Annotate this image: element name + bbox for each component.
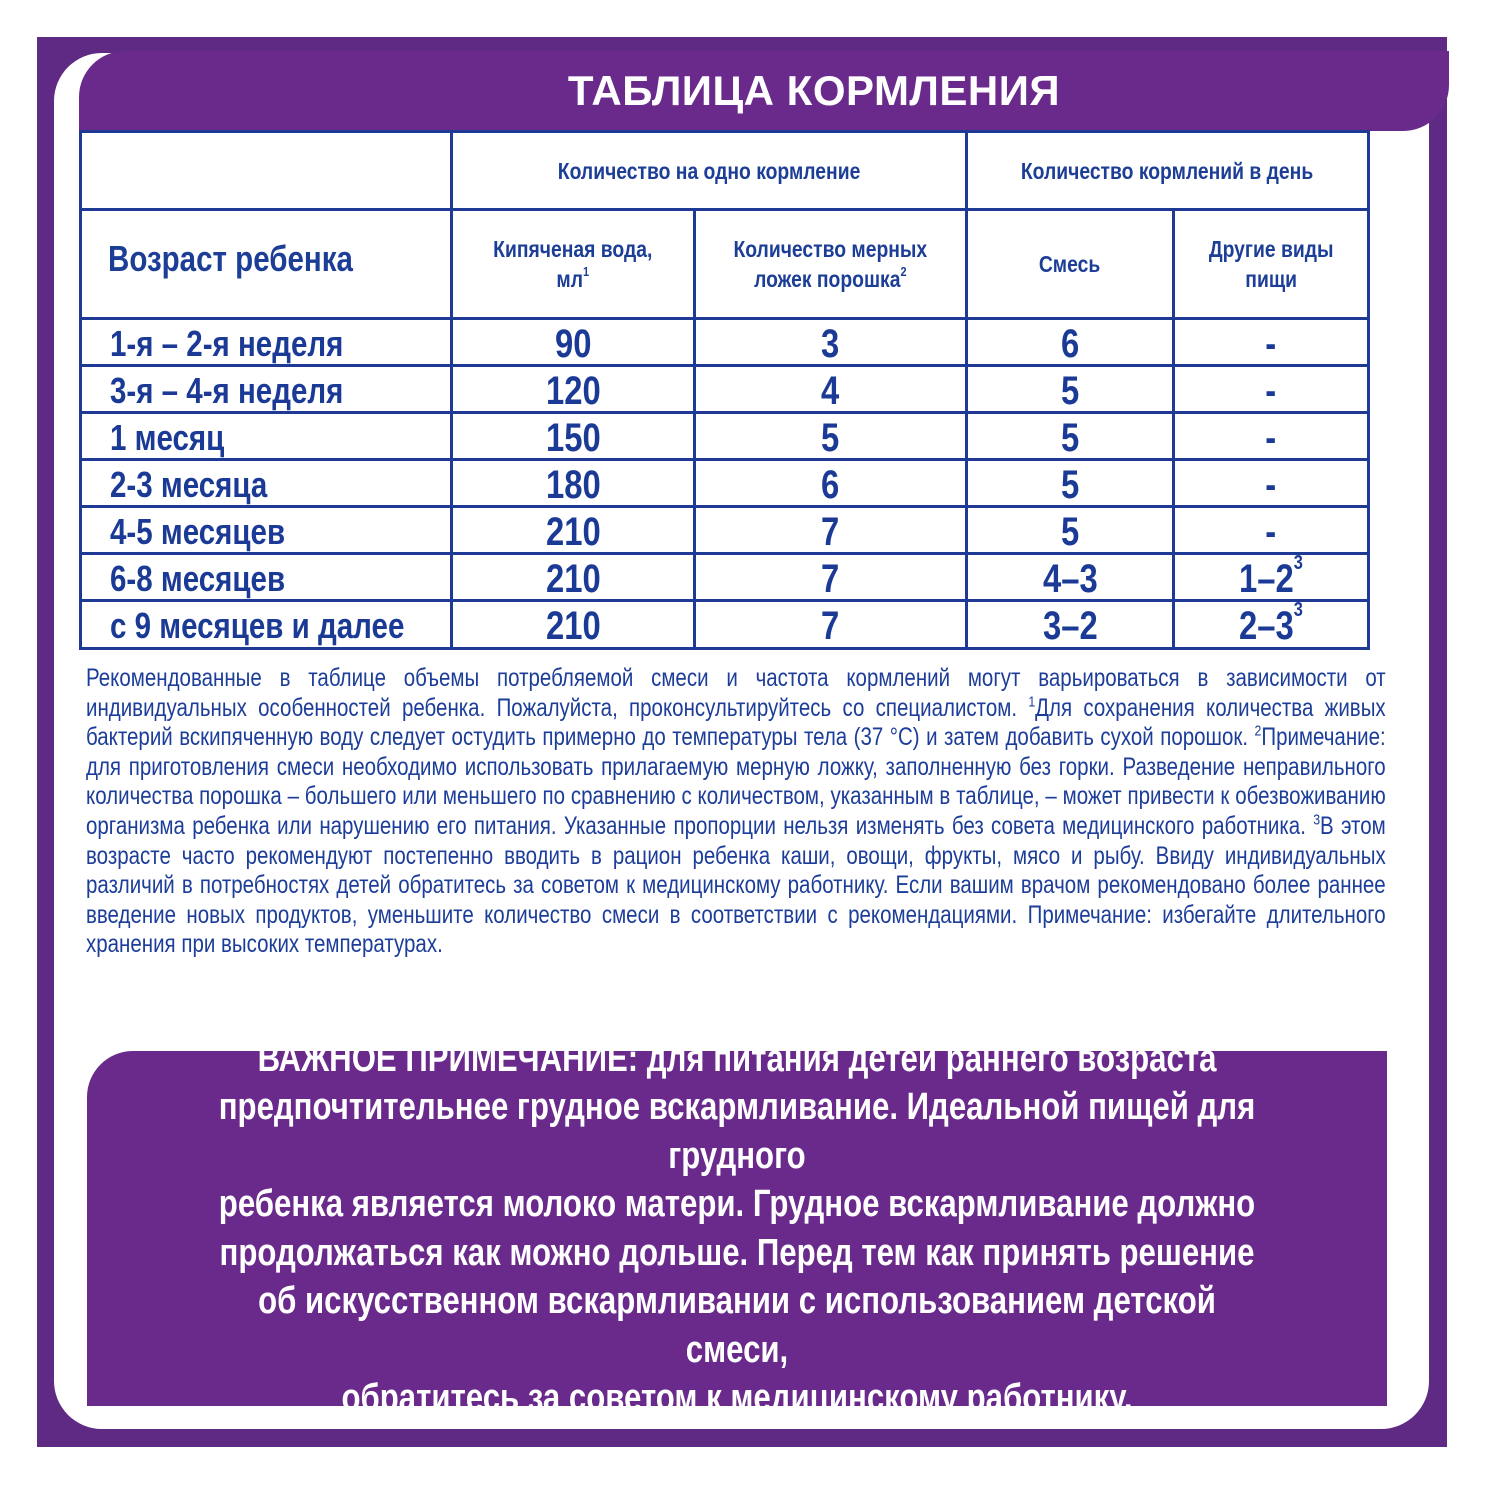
- cell-water: 90: [554, 321, 592, 366]
- header-spoons-line1: Количество мерных: [733, 236, 928, 262]
- cell-water: 150: [545, 415, 601, 460]
- cell-water: 120: [545, 368, 601, 413]
- cell-age: 6-8 месяцев: [110, 557, 286, 599]
- cell-age: 4-5 месяцев: [110, 510, 286, 552]
- header-formula: Смесь: [1039, 251, 1101, 277]
- cell-formula: 3–2: [1042, 603, 1098, 648]
- table-row: [82, 367, 1367, 414]
- important-note-box: [87, 1037, 1387, 1419]
- cell-water: 180: [545, 462, 601, 507]
- cell-water: 210: [545, 603, 601, 648]
- cell-spoons: 7: [821, 509, 840, 554]
- important-note-text: ВАЖНОЕ ПРИМЕЧАНИЕ: для питания детей раннего возраста предпочтительнее грудное вскармливание. Идеальной пищей для грудного ребенка является молоко матери. Грудное вскармливание должно продолжаться как можно дольше. Перед тем как принять решение об искусственном вскармливании с использованием детской смеси, обратитесь за советом к медицинскому работнику.: [218, 1037, 1256, 1419]
- cell-other: -: [1265, 462, 1277, 507]
- cell-other: -: [1265, 321, 1277, 366]
- header-per-day: Количество кормлений в день: [1021, 157, 1314, 184]
- cell-other: -: [1265, 415, 1277, 460]
- cell-other: -: [1265, 509, 1277, 554]
- header-water-line2: $мл^1$: [556, 264, 590, 292]
- cell-formula: 5: [1060, 462, 1080, 507]
- header-water: [453, 211, 693, 317]
- header-water-line1: Кипяченая вода,: [493, 236, 653, 262]
- cell-formula: 5: [1060, 368, 1080, 413]
- title-bar: [79, 51, 1449, 131]
- cell-formula: 4–3: [1042, 556, 1098, 601]
- table-row: [82, 552, 1367, 602]
- cell-spoons: 6: [821, 462, 840, 507]
- cell-spoons: 7: [821, 556, 840, 601]
- table-row: [82, 461, 1367, 508]
- header-spoons: [696, 211, 965, 317]
- cell-age: 3-я – 4-я неделя: [110, 369, 344, 411]
- cell-age: с 9 месяцев и далее: [110, 604, 405, 646]
- cell-other: $1-2^3$: [1239, 552, 1303, 601]
- header-age: Возраст ребенка: [108, 238, 353, 279]
- cell-other: $2-3^3$: [1239, 599, 1303, 648]
- cell-water: 210: [545, 509, 601, 554]
- cell-spoons: 7: [821, 603, 840, 648]
- page-title: ТАБЛИЦА КОРМЛЕНИЯ: [567, 67, 1061, 114]
- header-spoons-line2: ложек порошка$^2$: [754, 264, 907, 292]
- table-row: [82, 508, 1367, 555]
- header-other-food: Другие виды пищи: [1208, 236, 1334, 292]
- cell-spoons: 3: [821, 321, 840, 366]
- cell-age: 1 месяц: [110, 416, 225, 458]
- cell-formula: 5: [1060, 509, 1080, 554]
- cell-water: 210: [545, 556, 601, 601]
- cell-formula: 5: [1060, 415, 1080, 460]
- feeding-table: [79, 130, 1370, 650]
- cell-spoons: 4: [821, 368, 840, 413]
- header-per-feeding: Количество на одно кормление: [557, 157, 861, 184]
- cell-age: 2-3 месяца: [110, 463, 268, 505]
- table-row: [82, 414, 1367, 461]
- table-row: [82, 320, 1367, 367]
- cell-formula: 6: [1060, 321, 1080, 366]
- cell-spoons: 5: [821, 415, 840, 460]
- cell-age: 1-я – 2-я неделя: [110, 322, 344, 364]
- footnote-text: Рекомендованные в таблице объемы потребляемой смеси и частота кормлений могут варьироваться в зависимости от индивидуальных особенностей ребенка. Пожалуйста, проконсультируйтесь со специалистом. $^1$Для сохранения количества живых бактерий вскипяченную воду следует остудить примерно до температуры тела (37 °C) и затем добавить сухой порошок. $^2$Примечание: для приготовления смеси необходимо использовать прилагаемую мерную ложку, заполненную без горки. Разведение неправильного количества порошка – большего или меньшего по сравнению с количеством, указанным в таблице, – может привести к обезвоживанию организма ребенка или нарушению его питания. Указанные пропорции нельзя изменять без совета медицинского работника. $^3$В этом возрасте часто рекомендуют постепенно вводить в рацион ребенка каши, овощи, фрукты, мясо и рыбу. Ввиду индивидуальных различий в потребностях детей обратитесь за советом к медицинскому работнику. Если вашим врачом рекомендовано более раннее введение новых продуктов, уменьшите количество смеси в соответствии с рекомендациями. Примечание: избегайте длительного хранения при высоких температурах.: [86, 664, 1386, 959]
- cell-other: -: [1265, 368, 1277, 413]
- table-row: [82, 599, 1367, 649]
